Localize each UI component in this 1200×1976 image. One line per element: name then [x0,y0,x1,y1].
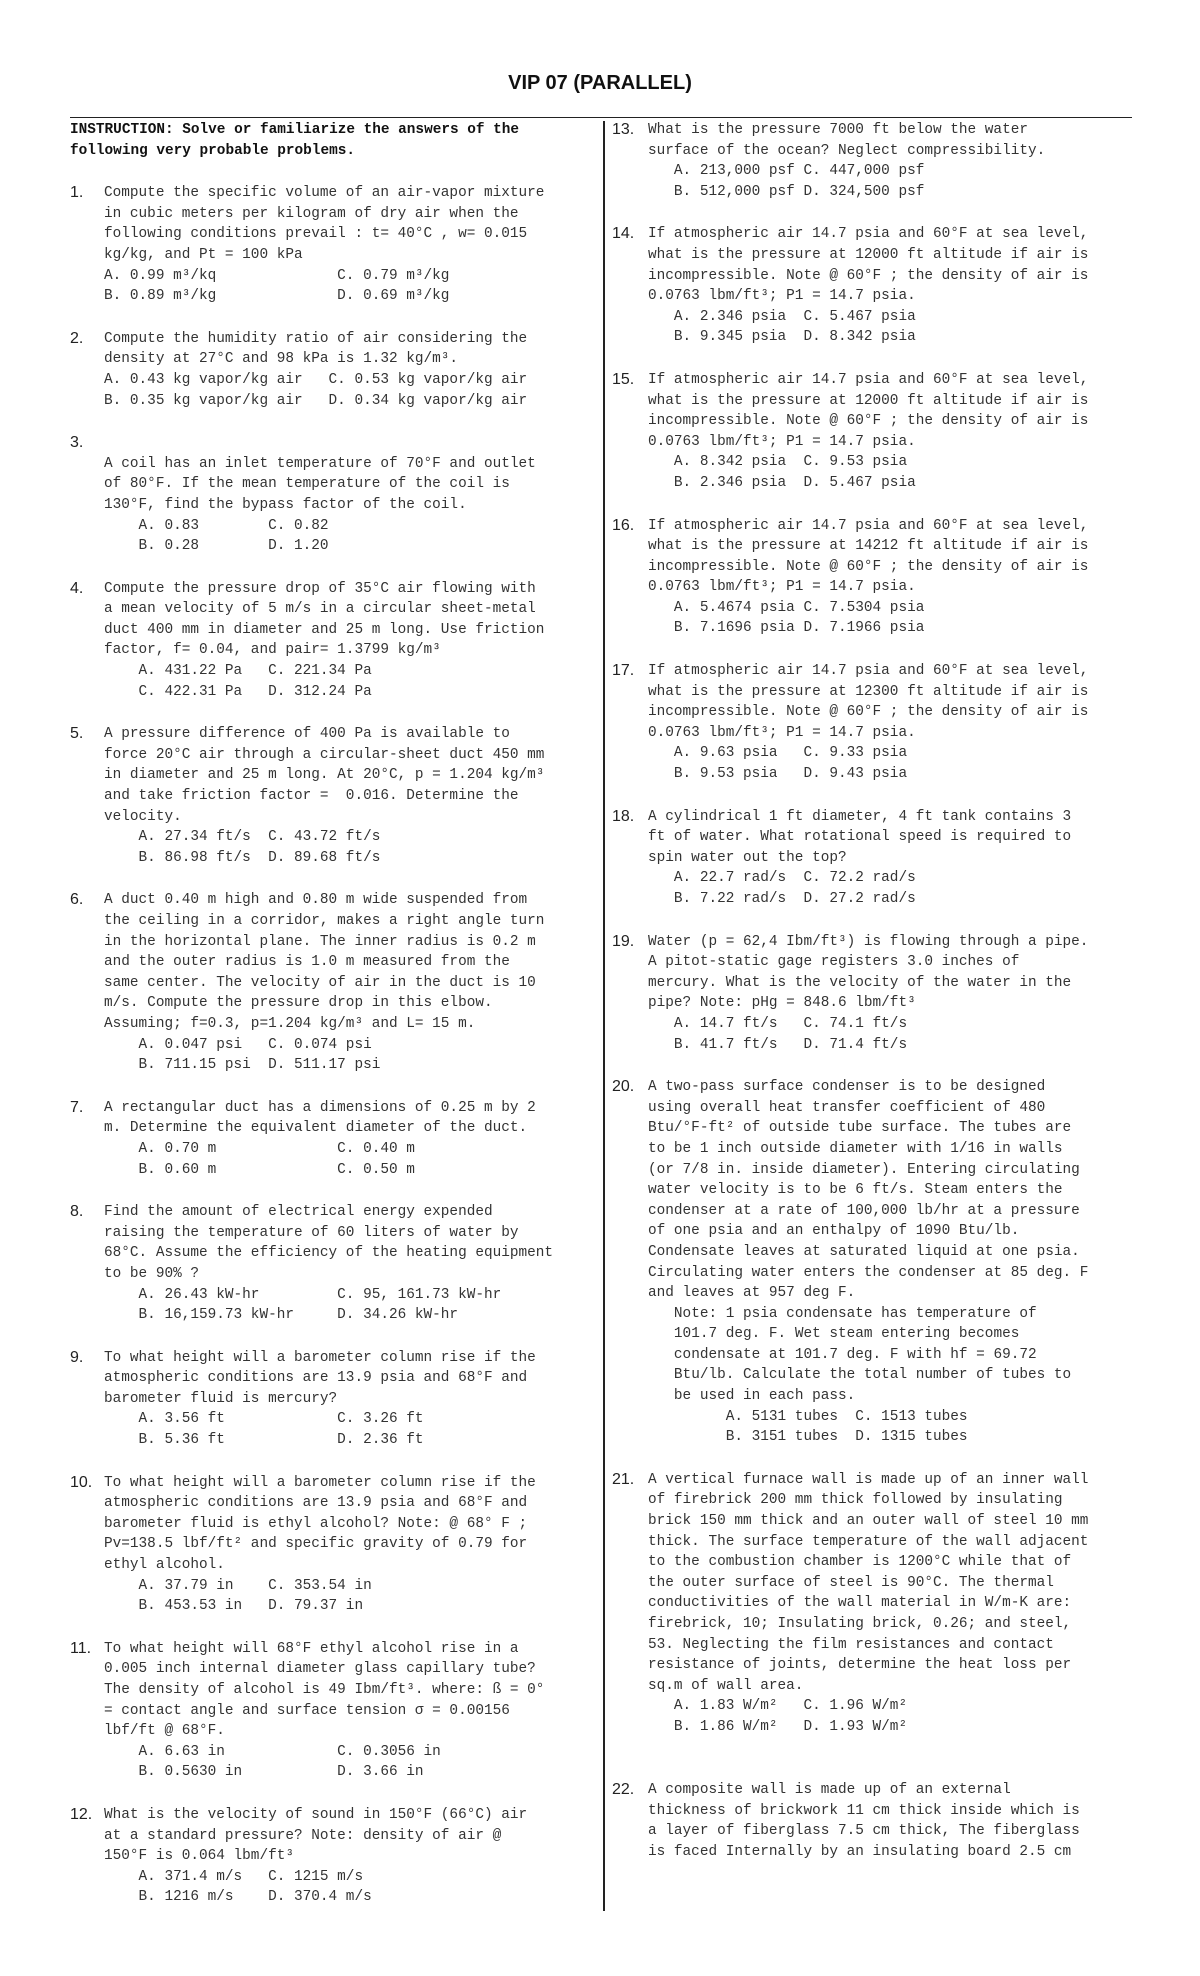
question-item [70,1202,596,1326]
answer-options: A. 27.34 ft/s C. 43.72 ft/s B. 86.98 ft/s D. 89.68 ft/s [138,829,381,866]
question-item [612,807,1132,910]
answer-options: A. 22.7 rad/s C. 72.2 rad/s B. 7.22 rad/s D. 27.2 rad/s [673,870,916,907]
question-text: If atmospheric air 14.7 psia and 60°F at sea level, what is the pressure at 14212 ft altitude if air is incompressible. Note @ 60°F ; the density of air is 0.0763 lbm/ft³; P1 = 14.7 psia. [648,517,1089,596]
question-item [70,1348,596,1451]
question-number: 10. [70,1473,93,1491]
answer-options: A. 213,000 psf C. 447,000 psf B. 512,000 psf D. 324,500 psf [673,163,925,200]
question-number: 18. [612,807,635,825]
question-number: 21. [612,1470,635,1488]
question-text: To what height will a barometer column rise if the atmospheric conditions are 13.9 psia and 68°F and barometer fluid is ethyl alcohol? Note: @ 68° F ; Pv=138.5 lbf/ft² and specific gravity of 0.79 for ethyl alcohol. [104,1474,536,1574]
answer-options: A. 26.43 kW-hr C. 95, 161.73 kW-hr B. 16,159.73 kW-hr D. 34.26 kW-hr [138,1286,502,1324]
answer-options: A. 5.4674 psia C. 7.5304 psia B. 7.1696 psia D. 7.1966 psia [673,599,925,637]
title-divider [70,117,1132,118]
question-text: Find the amount of electrical energy expended raising the temperature of 60 liters of water by 68°C. Assume the efficiency of the heating equipment to be 90% ? [104,1204,554,1282]
question-item [612,224,1132,348]
question-item [612,932,1132,1056]
question-number: 5. [70,725,84,743]
question-text: A rectangular duct has a dimensions of 0.25 m by 2 m. Determine the equivalent diameter of the duct. [104,1099,536,1137]
question-item [70,724,596,868]
question-text: If atmospheric air 14.7 psia and 60°F at sea level, what is the pressure at 12300 ft altitude if air is incompressible. Note @ 60°F ; the density of air is 0.0763 lbm/ft³; P1 = 14.7 psia. [648,663,1089,741]
right-question-list [612,120,1132,1863]
answer-options: A. 9.63 psia C. 9.33 psia B. 9.53 psia D. 9.43 psia [673,745,908,783]
question-text: What is the pressure 7000 ft below the water surface of the ocean? Neglect compressibility. [648,122,1046,159]
question-number: 3. [70,434,84,452]
question-item [612,516,1132,640]
answer-options: A. 3.56 ft C. 3.26 ft B. 5.36 ft D. 2.36 ft [138,1411,424,1449]
question-item [612,1077,1132,1448]
question-text: A composite wall is made up of an external thickness of brickwork 11 cm thick inside which is a layer of fiberglass 7.5 cm thick, The fiberglass is faced Internally by an insulating board 2.5 cm [648,1782,1080,1860]
question-text: A two-pass surface condenser is to be designed using overall heat transfer coefficient of 480 Btu/°F-ft² of outside tube surface. The tubes are to be 1 inch outside diameter with 1/16 in walls (or 7/8 in. inside diameter). Entering circulating water velocity is to be 6 ft/s. Steam enters the condenser at a rate of 100,000 lb/hr at a pressure of one psia and an enthalpy of 1090 Btu/lb. Condensate leaves at saturated liquid at one psia. Circulating water enters the condenser at 85 deg. F and leaves at 957 deg F. Note: 1 psia condensate has temperature of 101.7 deg. F. Wet steam entering becomes condensate at 101.7 deg. F with hf = 69.72 Btu/lb. Calculate the total number of tubes to be used in each pass. [648,1079,1089,1405]
question-text: A duct 0.40 m high and 0.80 m wide suspended from the ceiling in a corridor, makes a right angle turn in the horizontal plane. The inner radius is 0.2 m and the outer radius is 1.0 m measured from the same center. The velocity of air in the duct is 10 m/s. Compute the pressure drop in this elbow. Assuming; f=0.3, p=1.204 kg/m³ and L= 15 m. [104,892,545,1032]
right-column [612,120,1132,1885]
left-question-list [70,183,596,1908]
question-item [70,1639,596,1783]
left-column [70,120,596,1930]
question-number: 9. [70,1348,84,1366]
question-number: 11. [70,1639,92,1657]
question-text: Water (p = 62,4 Ibm/ft³) is flowing through a pipe. A pitot-static gage registers 3.0 inches of mercury. What is the velocity of the water in the pipe? Note: pHg = 848.6 lbm/ft³ [648,933,1089,1012]
answer-options: A. 5131 tubes C. 1513 tubes B. 3151 tubes D. 1315 tubes [725,1408,968,1446]
answer-options: A. 0.43 kg vapor/kg air C. 0.53 kg vapor/kg air B. 0.35 kg vapor/kg air D. 0.34 kg vapor/kg air [104,371,528,409]
question-item [612,1780,1132,1862]
question-item [612,1470,1132,1758]
question-number: 15. [612,370,635,388]
question-number: 4. [70,579,84,597]
answer-options: A. 2.346 psia C. 5.467 psia B. 9.345 psia D. 8.342 psia [673,308,916,346]
question-number: 2. [70,329,84,347]
question-text: What is the velocity of sound in 150°F (66°C) air at a standard pressure? Note: density of air @ 150°F is 0.064 lbm/ft³ [104,1806,528,1865]
question-number: 20. [612,1078,635,1096]
question-number: 14. [612,225,635,243]
question-text: To what height will 68°F ethyl alcohol rise in a 0.005 inch internal diameter glass capillary tube? The density of alcohol is 49 Ibm/ft³. where: ß = 0° = contact angle and surface tension σ = 0.00156 lbf/ft @ 68°F. [104,1640,545,1740]
answer-options: A. 0.70 m C. 0.40 m B. 0.60 m C. 0.50 m [138,1140,415,1178]
question-item [70,1805,596,1908]
question-item [70,890,596,1075]
answer-options: A. 371.4 m/s C. 1215 m/s B. 1216 m/s D. 370.4 m/s [138,1868,372,1906]
question-number: 16. [612,516,635,534]
answer-options: A. 1.83 W/m² C. 1.96 W/m² B. 1.86 W/m² D. 1.93 W/m² [673,1698,908,1735]
page-title: VIP 07 (PARALLEL) [508,72,692,94]
question-number: 12. [70,1805,93,1823]
question-item [612,370,1132,494]
question-text: Compute the pressure drop of 35°C air flowing with a mean velocity of 5 m/s in a circular sheet-metal duct 400 mm in diameter and 25 m long. Use friction factor, f= 0.04, and pair= 1.3799 kg/m³ [104,580,545,659]
question-text: Compute the specific volume of an air-vapor mixture in cubic meters per kilogram of dry air when the following conditions prevail : t= 40°C , w= 0.015 kg/kg, and Pt = 100 kPa [104,185,545,263]
question-number: 17. [612,662,635,680]
question-text: Compute the humidity ratio of air considering the density at 27°C and 98 kPa is 1.32 kg/m³. [104,330,528,368]
column-divider [603,121,605,1911]
answer-options: A. 8.342 psia C. 9.53 psia B. 2.346 psia D. 5.467 psia [673,454,916,491]
question-item [70,329,596,411]
question-number: 8. [70,1203,84,1221]
question-text: A vertical furnace wall is made up of an inner wall of firebrick 200 mm thick followed by insulating brick 150 mm thick and an outer wall of steel 10 mm thick. The surface temperature of the wall adjacent to the combustion chamber is 1200°C while that of the outer surface of steel is 90°C. The thermal conductivities of the wall material in W/m-K are: firebrick, 10; Insulating brick, 0.26; and steel, 53. Neglecting the film resistances and contact resistance of joints, determine the heat loss per sq.m of wall area. [648,1471,1089,1694]
answer-options: A. 0.99 m³/kq C. 0.79 m³/kg B. 0.89 m³/kg D. 0.69 m³/kg [104,267,450,305]
question-text: A coil has an inlet temperature of 70°F and outlet of 80°F. If the mean temperature of the coil is 130°F, find the bypass factor of the coil. [104,455,536,513]
answer-options: A. 37.79 in C. 353.54 in B. 453.53 in D. 79.37 in [138,1577,372,1615]
answer-options: A. 6.63 in C. 0.3056 in B. 0.5630 in D. 3.66 in [138,1743,441,1781]
question-number: 19. [612,932,635,950]
question-item [70,433,596,557]
question-item [70,1098,596,1180]
question-item [70,579,596,703]
question-text: If atmospheric air 14.7 psia and 60°F at sea level, what is the pressure at 12000 ft altitude if air is incompressible. Note @ 60°F ; the density of air is 0.0763 lbm/ft³; P1 = 14.7 psia. [648,226,1089,305]
question-number: 13. [612,121,635,138]
question-item [70,1473,596,1617]
answer-options: A. 0.047 psi C. 0.074 psi B. 711.15 psi D. 511.17 psi [138,1036,381,1074]
question-text: To what height will a barometer column rise if the atmospheric conditions are 13.9 psia and 68°F and barometer fluid is mercury? [104,1349,536,1407]
question-text: A cylindrical 1 ft diameter, 4 ft tank contains 3 ft of water. What rotational speed is required to spin water out the top? [648,808,1072,866]
question-item [70,183,596,307]
question-item [612,120,1132,202]
question-number: 6. [70,891,84,909]
question-item [612,661,1132,785]
question-number: 1. [70,184,84,202]
instruction: INSTRUCTION: Solve or familiarize the answers of the following very probable problems. [70,122,520,159]
answer-options: A. 431.22 Pa C. 221.34 Pa C. 422.31 Pa D. 312.24 Pa [138,663,372,700]
answer-options: A. 0.83 C. 0.82 B. 0.28 D. 1.20 [138,517,329,555]
question-number: 22. [612,1781,635,1799]
question-text: If atmospheric air 14.7 psia and 60°F at sea level, what is the pressure at 12000 ft altitude if air is incompressible. Note @ 60°F ; the density of air is 0.0763 lbm/ft³; P1 = 14.7 psia. [648,371,1089,450]
question-text: A pressure difference of 400 Pa is available to force 20°C air through a circular-sheet duct 450 mm in diameter and 25 m long. At 20°C, p = 1.204 kg/m³ and take friction factor = 0.016. Determine the velocity. [104,726,545,825]
question-number: 7. [70,1098,84,1116]
answer-options: A. 14.7 ft/s C. 74.1 ft/s B. 41.7 ft/s D. 71.4 ft/s [673,1015,908,1053]
